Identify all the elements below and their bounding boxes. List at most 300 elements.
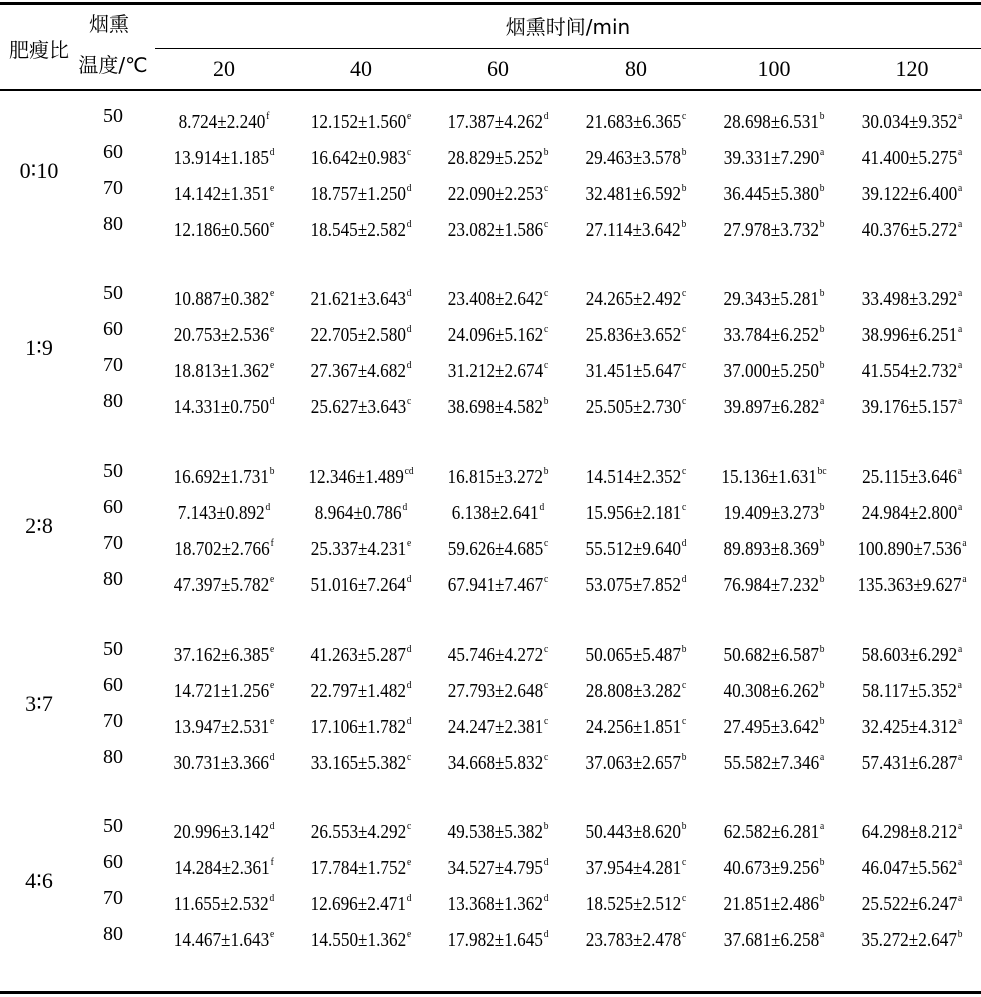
value-cell bbox=[585, 176, 686, 206]
value-cell bbox=[723, 281, 824, 311]
significance-letter: c bbox=[682, 679, 687, 691]
mean-sd-value: 10.887±0.382 bbox=[173, 288, 270, 310]
mean-sd-value: 25.522±6.247 bbox=[861, 893, 958, 915]
mean-sd-value: 76.984±7.232 bbox=[723, 574, 819, 596]
significance-letter: c bbox=[682, 856, 687, 868]
mean-sd-value: 33.784±6.252 bbox=[723, 324, 819, 346]
significance-letter: d bbox=[543, 928, 549, 940]
mean-sd-value: 39.331±7.290 bbox=[723, 147, 820, 169]
temperature-cell: 60 bbox=[103, 674, 123, 696]
top-rule bbox=[0, 2, 981, 5]
value-cell bbox=[174, 531, 273, 561]
temperature-cell: 80 bbox=[103, 746, 123, 768]
mean-sd-value: 33.165±5.382 bbox=[310, 752, 407, 774]
significance-letter: b bbox=[819, 218, 825, 230]
mean-sd-value: 18.757±1.250 bbox=[310, 183, 406, 205]
value-cell bbox=[447, 459, 548, 489]
significance-letter: d bbox=[406, 679, 412, 691]
value-cell bbox=[723, 850, 824, 880]
mean-sd-value: 64.298±8.212 bbox=[861, 821, 958, 843]
mean-sd-value: 28.698±6.531 bbox=[723, 111, 819, 133]
value-cell bbox=[723, 176, 824, 206]
significance-letter: c bbox=[544, 573, 549, 585]
value-cell bbox=[723, 353, 824, 383]
mean-sd-value: 13.947±2.531 bbox=[173, 716, 270, 738]
significance-letter: b bbox=[819, 573, 825, 585]
mean-sd-value: 27.978±3.732 bbox=[723, 219, 819, 241]
mean-sd-value: 31.451±5.647 bbox=[585, 360, 682, 382]
mean-sd-value: 16.692±1.731 bbox=[173, 466, 269, 488]
value-cell bbox=[173, 140, 274, 170]
mean-sd-value: 20.753±2.536 bbox=[173, 324, 270, 346]
temperature-cell: 70 bbox=[103, 887, 123, 909]
significance-letter: d bbox=[269, 820, 275, 832]
value-cell bbox=[585, 140, 686, 170]
mean-sd-value: 8.964±0.786 bbox=[314, 502, 402, 524]
mean-sd-value: 51.016±7.264 bbox=[310, 574, 406, 596]
significance-letter: a bbox=[958, 892, 963, 904]
value-cell bbox=[452, 495, 544, 525]
value-cell bbox=[174, 709, 275, 739]
mean-sd-value: 22.705±2.580 bbox=[310, 324, 406, 346]
value-cell bbox=[723, 495, 824, 525]
mean-sd-value: 38.996±6.251 bbox=[861, 324, 958, 346]
mean-sd-value: 14.142±1.351 bbox=[173, 183, 270, 205]
mean-sd-value: 32.481±6.592 bbox=[585, 183, 681, 205]
bottom-rule bbox=[0, 991, 981, 994]
value-cell bbox=[724, 745, 825, 775]
temperature-cell: 70 bbox=[103, 354, 123, 376]
temperature-cell: 50 bbox=[103, 105, 123, 127]
mean-sd-value: 24.096±5.162 bbox=[447, 324, 544, 346]
value-cell bbox=[447, 389, 548, 419]
mean-sd-value: 17.106±1.782 bbox=[310, 716, 406, 738]
ratio-label: 1∶9 bbox=[25, 335, 53, 360]
mean-sd-value: 6.138±2.641 bbox=[451, 502, 539, 524]
significance-letter: d bbox=[543, 110, 549, 122]
value-cell bbox=[179, 104, 270, 134]
value-cell bbox=[857, 567, 966, 597]
significance-letter: c bbox=[544, 287, 549, 299]
value-cell bbox=[586, 317, 687, 347]
mean-sd-value: 11.655±2.532 bbox=[173, 893, 269, 915]
mean-sd-value: 23.082±1.586 bbox=[447, 219, 544, 241]
value-cell bbox=[310, 281, 411, 311]
significance-letter: d bbox=[406, 643, 412, 655]
mean-sd-value: 34.527±4.795 bbox=[447, 857, 543, 879]
value-cell bbox=[448, 745, 549, 775]
value-cell bbox=[586, 459, 687, 489]
significance-letter: c bbox=[407, 751, 412, 763]
value-cell bbox=[862, 212, 963, 242]
significance-letter: d bbox=[406, 287, 412, 299]
mean-sd-value: 16.815±3.272 bbox=[447, 466, 543, 488]
value-cell bbox=[311, 745, 412, 775]
significance-letter: b bbox=[819, 715, 825, 727]
value-cell bbox=[585, 567, 686, 597]
temperature-cell: 70 bbox=[103, 710, 123, 732]
significance-letter: d bbox=[269, 892, 275, 904]
significance-letter: d bbox=[539, 501, 545, 513]
value-cell bbox=[448, 567, 549, 597]
value-cell bbox=[448, 709, 549, 739]
value-cell bbox=[586, 495, 687, 525]
significance-letter: d bbox=[543, 892, 549, 904]
mean-sd-value: 58.117±5.352 bbox=[862, 680, 957, 702]
value-cell bbox=[862, 814, 963, 844]
mean-sd-value: 37.063±2.657 bbox=[585, 752, 681, 774]
mean-sd-value: 38.698±4.582 bbox=[447, 396, 543, 418]
significance-letter: e bbox=[270, 218, 275, 230]
significance-letter: b bbox=[681, 146, 687, 158]
significance-letter: cd bbox=[404, 465, 414, 477]
mean-sd-value: 14.467±1.643 bbox=[173, 929, 270, 951]
mean-sd-value: 36.445±5.380 bbox=[723, 183, 819, 205]
significance-letter: bc bbox=[817, 465, 827, 477]
mean-sd-value: 25.836±3.652 bbox=[585, 324, 682, 346]
value-cell bbox=[173, 389, 274, 419]
significance-letter: d bbox=[406, 218, 412, 230]
significance-letter: b bbox=[819, 359, 825, 371]
ratio-label: 2∶8 bbox=[25, 513, 53, 538]
significance-letter: d bbox=[406, 892, 412, 904]
mean-sd-value: 34.668±5.832 bbox=[447, 752, 544, 774]
significance-letter: b bbox=[681, 820, 687, 832]
significance-letter: e bbox=[270, 573, 275, 585]
mean-sd-value: 29.343±5.281 bbox=[723, 288, 819, 310]
mean-sd-value: 47.397±5.782 bbox=[173, 574, 270, 596]
mean-sd-value: 39.122±6.400 bbox=[861, 183, 958, 205]
significance-letter: a bbox=[958, 146, 963, 158]
mean-sd-value: 89.893±8.369 bbox=[723, 538, 819, 560]
mean-sd-value: 29.463±3.578 bbox=[585, 147, 681, 169]
mean-sd-value: 100.890±7.536 bbox=[857, 538, 962, 560]
mean-sd-value: 31.212±2.674 bbox=[447, 360, 544, 382]
mean-sd-value: 14.721±1.256 bbox=[173, 680, 270, 702]
mean-sd-value: 25.115±3.646 bbox=[862, 466, 957, 488]
significance-letter: d bbox=[402, 501, 408, 513]
value-cell bbox=[586, 389, 687, 419]
mean-sd-value: 12.696±2.471 bbox=[310, 893, 406, 915]
mean-sd-value: 15.136±1.631 bbox=[721, 466, 817, 488]
significance-letter: c bbox=[682, 287, 687, 299]
temperature-cell: 60 bbox=[103, 318, 123, 340]
mean-sd-value: 50.443±8.620 bbox=[585, 821, 681, 843]
value-cell bbox=[310, 637, 411, 667]
value-cell bbox=[586, 922, 687, 952]
significance-letter: d bbox=[406, 573, 412, 585]
significance-letter: e bbox=[270, 182, 275, 194]
significance-letter: c bbox=[682, 323, 687, 335]
mean-sd-value: 46.047±5.562 bbox=[861, 857, 958, 879]
significance-letter: a bbox=[962, 573, 967, 585]
significance-letter: a bbox=[958, 287, 963, 299]
significance-letter: a bbox=[820, 751, 825, 763]
temperature-cell: 50 bbox=[103, 638, 123, 660]
mean-sd-value: 33.498±3.292 bbox=[861, 288, 958, 310]
mean-sd-value: 22.090±2.253 bbox=[447, 183, 544, 205]
value-cell bbox=[862, 673, 962, 703]
ratio-column-header: 肥瘦比 bbox=[9, 38, 69, 62]
significance-letter: e bbox=[270, 323, 275, 335]
significance-letter: c bbox=[682, 715, 687, 727]
mean-sd-value: 58.603±6.292 bbox=[861, 644, 958, 666]
significance-letter: d bbox=[269, 395, 275, 407]
significance-letter: d bbox=[265, 501, 271, 513]
mean-sd-value: 37.681±6.258 bbox=[723, 929, 820, 951]
time-header-underline bbox=[155, 48, 981, 49]
value-cell bbox=[448, 531, 549, 561]
value-cell bbox=[585, 531, 686, 561]
significance-letter: d bbox=[543, 856, 549, 868]
mean-sd-value: 57.431±6.287 bbox=[861, 752, 958, 774]
mean-sd-value: 24.247±2.381 bbox=[447, 716, 544, 738]
value-cell bbox=[723, 531, 824, 561]
significance-letter: c bbox=[544, 323, 549, 335]
significance-letter: b bbox=[819, 110, 825, 122]
value-cell bbox=[586, 212, 686, 242]
value-cell bbox=[308, 459, 413, 489]
value-cell bbox=[174, 317, 275, 347]
significance-letter: c bbox=[682, 465, 687, 477]
value-cell bbox=[862, 104, 963, 134]
value-cell bbox=[448, 281, 549, 311]
significance-letter: c bbox=[682, 359, 687, 371]
time-header-60: 60 bbox=[487, 56, 509, 81]
significance-letter: e bbox=[270, 715, 275, 727]
significance-letter: c bbox=[544, 715, 549, 727]
significance-letter: f bbox=[270, 856, 274, 868]
value-cell bbox=[723, 637, 824, 667]
time-header-100: 100 bbox=[757, 56, 791, 81]
time-header-40: 40 bbox=[350, 56, 372, 81]
significance-letter: b bbox=[543, 465, 549, 477]
value-cell bbox=[862, 317, 963, 347]
mean-sd-value: 25.505±2.730 bbox=[585, 396, 682, 418]
value-cell bbox=[447, 922, 548, 952]
mean-sd-value: 14.284±2.361 bbox=[174, 857, 270, 879]
value-cell bbox=[310, 212, 411, 242]
temperature-cell: 80 bbox=[103, 568, 123, 590]
significance-letter: a bbox=[820, 146, 825, 158]
significance-letter: b bbox=[543, 395, 549, 407]
significance-letter: a bbox=[958, 359, 963, 371]
value-cell bbox=[173, 814, 274, 844]
value-cell bbox=[862, 495, 963, 525]
significance-letter: b bbox=[819, 856, 825, 868]
significance-letter: b bbox=[819, 643, 825, 655]
mean-sd-value: 62.582±6.281 bbox=[723, 821, 820, 843]
value-cell bbox=[586, 673, 687, 703]
significance-letter: d bbox=[406, 182, 412, 194]
mean-sd-value: 12.186±0.560 bbox=[173, 219, 270, 241]
value-cell bbox=[862, 637, 963, 667]
mean-sd-value: 37.954±4.281 bbox=[585, 857, 682, 879]
mean-sd-value: 40.376±5.272 bbox=[861, 219, 958, 241]
significance-letter: c bbox=[544, 218, 549, 230]
value-cell bbox=[586, 281, 687, 311]
value-cell bbox=[447, 104, 548, 134]
significance-letter: a bbox=[958, 323, 963, 335]
significance-letter: f bbox=[266, 110, 270, 122]
temperature-cell: 70 bbox=[103, 532, 123, 554]
mean-sd-value: 28.808±3.282 bbox=[585, 680, 682, 702]
temperature-cell: 80 bbox=[103, 923, 123, 945]
significance-letter: a bbox=[958, 856, 963, 868]
mean-sd-value: 17.982±1.645 bbox=[447, 929, 543, 951]
significance-letter: b bbox=[269, 465, 275, 477]
mean-sd-value: 15.956±2.181 bbox=[585, 502, 682, 524]
significance-letter: f bbox=[270, 537, 274, 549]
mean-sd-value: 22.797±1.482 bbox=[310, 680, 406, 702]
significance-letter: c bbox=[544, 182, 549, 194]
value-cell bbox=[311, 922, 412, 952]
value-cell bbox=[311, 389, 412, 419]
significance-letter: d bbox=[681, 573, 687, 585]
significance-letter: c bbox=[682, 501, 687, 513]
significance-letter: a bbox=[958, 643, 963, 655]
temp-column-header-line1: 烟熏 bbox=[89, 12, 129, 36]
mean-sd-value: 14.514±2.352 bbox=[585, 466, 682, 488]
significance-letter: b bbox=[819, 323, 825, 335]
mean-sd-value: 12.152±1.560 bbox=[310, 111, 407, 133]
value-cell bbox=[862, 281, 963, 311]
significance-letter: c bbox=[544, 359, 549, 371]
value-cell bbox=[448, 317, 549, 347]
ratio-label: 4∶6 bbox=[25, 868, 53, 893]
value-cell bbox=[585, 814, 686, 844]
mean-sd-value: 20.996±3.142 bbox=[173, 821, 269, 843]
value-cell bbox=[173, 459, 274, 489]
significance-letter: d bbox=[406, 323, 412, 335]
value-cell bbox=[724, 140, 825, 170]
significance-letter: b bbox=[819, 892, 825, 904]
temperature-cell: 60 bbox=[103, 496, 123, 518]
mean-sd-value: 67.941±7.467 bbox=[447, 574, 544, 596]
mean-sd-value: 18.545±2.582 bbox=[310, 219, 406, 241]
value-cell bbox=[174, 567, 275, 597]
mean-sd-value: 28.829±5.252 bbox=[447, 147, 543, 169]
value-cell bbox=[586, 353, 687, 383]
significance-letter: b bbox=[819, 679, 825, 691]
significance-letter: a bbox=[958, 501, 963, 513]
value-cell bbox=[447, 850, 548, 880]
value-cell bbox=[174, 673, 275, 703]
significance-letter: c bbox=[544, 679, 549, 691]
mean-sd-value: 18.702±2.766 bbox=[174, 538, 270, 560]
mean-sd-value: 18.525±2.512 bbox=[585, 893, 682, 915]
temperature-cell: 70 bbox=[103, 177, 123, 199]
significance-letter: d bbox=[681, 537, 687, 549]
significance-letter: b bbox=[819, 537, 825, 549]
mean-sd-value: 8.724±2.240 bbox=[178, 111, 266, 133]
mean-sd-value: 21.851±2.486 bbox=[723, 893, 819, 915]
time-group-header: 烟熏时间/min bbox=[505, 15, 631, 39]
value-cell bbox=[723, 317, 824, 347]
significance-letter: e bbox=[270, 679, 275, 691]
value-cell bbox=[174, 886, 274, 916]
mean-sd-value: 19.409±3.273 bbox=[723, 502, 819, 524]
value-cell bbox=[447, 814, 548, 844]
significance-letter: b bbox=[681, 751, 687, 763]
mean-sd-value: 21.683±6.365 bbox=[585, 111, 682, 133]
value-cell bbox=[310, 886, 411, 916]
mean-sd-value: 39.897±6.282 bbox=[723, 396, 820, 418]
mean-sd-value: 32.425±4.312 bbox=[861, 716, 958, 738]
significance-letter: c bbox=[544, 643, 549, 655]
mean-sd-value: 59.626±4.685 bbox=[447, 538, 544, 560]
time-header-120: 120 bbox=[895, 56, 929, 81]
value-cell bbox=[857, 531, 966, 561]
mean-sd-value: 35.272±2.647 bbox=[861, 929, 957, 951]
mean-sd-value: 41.400±5.275 bbox=[861, 147, 958, 169]
value-cell bbox=[174, 212, 275, 242]
significance-letter: c bbox=[682, 110, 687, 122]
header-bottom-rule bbox=[0, 89, 981, 91]
value-cell bbox=[862, 709, 963, 739]
significance-letter: b bbox=[819, 501, 825, 513]
value-cell bbox=[310, 317, 411, 347]
significance-letter: a bbox=[958, 218, 963, 230]
mean-sd-value: 17.784±1.752 bbox=[310, 857, 407, 879]
mean-sd-value: 40.673±9.256 bbox=[723, 857, 819, 879]
value-cell bbox=[862, 389, 963, 419]
significance-letter: e bbox=[270, 643, 275, 655]
significance-letter: a bbox=[962, 537, 967, 549]
significance-letter: b bbox=[681, 218, 687, 230]
value-cell bbox=[586, 104, 687, 134]
value-cell bbox=[448, 353, 549, 383]
significance-letter: c bbox=[682, 892, 687, 904]
value-cell bbox=[862, 850, 963, 880]
value-cell bbox=[724, 814, 825, 844]
mean-sd-value: 40.308±6.262 bbox=[723, 680, 819, 702]
mean-sd-value: 16.642±0.983 bbox=[310, 147, 407, 169]
significance-letter: b bbox=[819, 287, 825, 299]
significance-letter: c bbox=[407, 820, 412, 832]
significance-letter: a bbox=[957, 465, 962, 477]
significance-letter: a bbox=[820, 928, 825, 940]
temperature-cell: 80 bbox=[103, 390, 123, 412]
mean-sd-value: 50.065±5.487 bbox=[585, 644, 681, 666]
temperature-cell: 50 bbox=[103, 282, 123, 304]
mean-sd-value: 7.143±0.892 bbox=[177, 502, 265, 524]
mean-sd-value: 41.554±2.732 bbox=[861, 360, 958, 382]
temperature-cell: 80 bbox=[103, 213, 123, 235]
mean-sd-value: 13.368±1.362 bbox=[447, 893, 543, 915]
value-cell bbox=[861, 922, 962, 952]
temperature-cell: 50 bbox=[103, 460, 123, 482]
time-header-80: 80 bbox=[625, 56, 647, 81]
value-cell bbox=[723, 212, 824, 242]
significance-letter: c bbox=[682, 395, 687, 407]
value-cell bbox=[311, 850, 412, 880]
mean-sd-value: 41.263±5.287 bbox=[310, 644, 406, 666]
mean-sd-value: 27.367±4.682 bbox=[310, 360, 406, 382]
temperature-cell: 60 bbox=[103, 141, 123, 163]
value-cell bbox=[174, 176, 275, 206]
value-cell bbox=[311, 814, 412, 844]
significance-letter: c bbox=[682, 928, 687, 940]
significance-letter: e bbox=[270, 359, 275, 371]
temp-column-header-line2: 温度/℃ bbox=[78, 53, 148, 77]
mean-sd-value: 24.265±2.492 bbox=[585, 288, 682, 310]
mean-sd-value: 27.793±2.648 bbox=[447, 680, 544, 702]
value-cell bbox=[174, 850, 273, 880]
mean-sd-value: 50.682±6.587 bbox=[723, 644, 819, 666]
mean-sd-value: 25.337±4.231 bbox=[310, 538, 407, 560]
value-cell bbox=[723, 104, 824, 134]
